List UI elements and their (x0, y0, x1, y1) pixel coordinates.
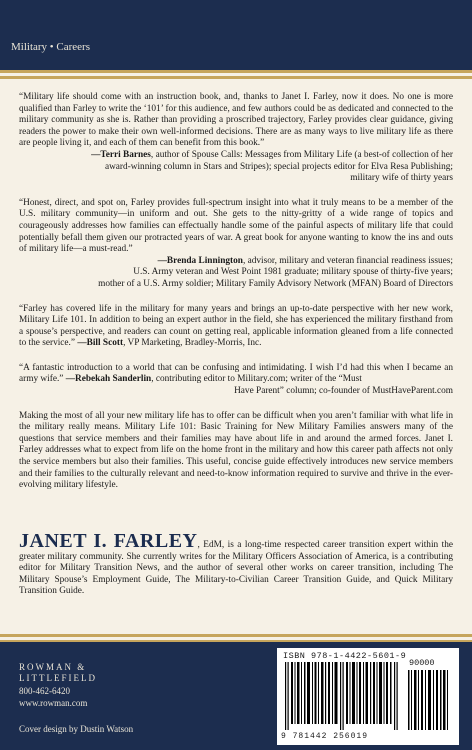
category-label: Military • Careers (11, 41, 90, 53)
endorsement-attribution (19, 150, 453, 185)
endorser-name: —Bill Scott (77, 338, 124, 349)
book-description: Making the most of all your new military life has to offer can be difficult when you aren’t familiar with what life in the military really means. Military Life 101: Basic Training for New Military Families answers many of the questions that service members and their families may have about life in and around the armed forces. Janet I. Farley addresses what to expect from life on the home front in the military and how this career path affects not only the service members but also their families. This useful, concise guide effectively introduces new service members and their families to the culturally relevant and need-to-know information required to survive and thrive in the ever-evolving military lifestyle. (19, 410, 453, 491)
isbn-text: ISBN 978-1-4422-5601-9 (283, 651, 407, 661)
barcode-bars-icon (283, 662, 401, 730)
attribution-line: , contributing editor to Military.com; writer of the “Must (151, 374, 362, 385)
attribution-line: mother of a U.S. Army soldier; Military Family Advisory Network (MFAN) Board of Directors (98, 278, 453, 289)
endorsement-attribution (19, 386, 453, 398)
attribution-line: award-winning column in Stars and Stripes); special projects editor for Elva Resa Publishing; (104, 161, 453, 172)
endorser-name: —Terri Barnes (91, 149, 151, 160)
endorsement-attribution (77, 338, 261, 348)
gold-rule (0, 70, 472, 73)
gold-rule (0, 76, 472, 79)
gold-rule (0, 634, 472, 637)
attribution-line: U.S. Army veteran and West Point 1981 graduate; military spouse of thirty-five years; (133, 267, 453, 278)
author-name: JANET I. FARLEY (19, 530, 198, 552)
attribution-line: , VP Marketing, Bradley-Morris, Inc. (123, 338, 262, 349)
publisher-logo (19, 662, 97, 684)
endorsement-text: “Honest, direct, and spot on, Farley provides full-spectrum insight into what it truly means to be a member of the U.S. military community—in uniform and out. She gets to the nitty-gritty of a wide range of topics and courageously addresses how families can effectually handle some of the painful aspects of military life that could potentially befall them given our protracted years of war. A great book for anyone wanting to know the ins and outs of military life—a must-read.” (19, 197, 453, 255)
publisher-name-line: LITTLEFIELD (19, 673, 97, 683)
endorsement (19, 304, 453, 350)
attribution-line: , advisor, military and veteran financial readiness issues; (242, 255, 453, 266)
endorsement (19, 92, 453, 185)
endorsement (19, 363, 453, 398)
barcode-digits: 9 781442 256019 (281, 732, 369, 741)
publisher-phone: 800-462-6420 (19, 686, 70, 696)
author-bio-text: , EdM, is a long-time respected career transition expert within the greater military community. She currently writes for the Military Officers Association of America, is a contributing editor for Military Transition News, and the author of several other works on career transition, including The Military Spouse’s Employment Guide, The Military-to-Civilian Career Transition Guide, and Quick Military Transition Guide. (19, 540, 453, 597)
attribution-line: military wife of thirty years (350, 173, 453, 184)
endorser-name: —Rebekah Sanderlin (65, 374, 152, 385)
price-code: 90000 (409, 658, 435, 668)
endorsement-text (19, 304, 453, 350)
endorser-name: —Brenda Linnington (157, 255, 243, 266)
publisher-name-line: ROWMAN & (19, 662, 87, 672)
endorsement-attribution (19, 256, 453, 291)
endorsement-text: “Military life should come with an instruction book, and, thanks to Janet I. Farley, now it does. No one is more qualified than Farley to write the ‘101’ for this audience, and few authors could be as dedicated and connected to the military community as she is. Rather than providing a proscribed trajectory, Farley provides clear guidance, giving readers the power to make their own well-informed decisions. There are as many ways to live military life as there are people living it, and each of them can benefit from this book.” (19, 92, 453, 149)
isbn-barcode (277, 648, 459, 745)
cover-design-credit: Cover design by Dustin Watson (19, 724, 134, 734)
endorsement-body: “A fantastic introduction to a world that can be confusing and intimidating. I wish I’d had this when I became an army wife.” (19, 362, 453, 385)
price-barcode-icon (407, 670, 451, 730)
attribution-line: Have Parent” column; co-founder of MustHaveParent.com (234, 386, 453, 397)
endorsement-text (19, 363, 453, 386)
attribution-line: , author of Spouse Calls: Messages from Military Life (a best-of collection of her (150, 149, 453, 160)
publisher-website: www.rowman.com (19, 698, 88, 708)
back-cover-text (19, 92, 453, 492)
top-banner (0, 0, 472, 70)
endorsement-body: “Farley has covered life in the military for many years and brings an up-to-date perspective with her new work, Military Life 101. In addition to being an expert author in the field, she has experienced the military firsthand from a spouse’s perspective, and readers can count on getting real, applicable information gleaned from a life connected to the service.” (19, 303, 453, 349)
author-bio (19, 530, 453, 598)
endorsement (19, 198, 453, 291)
